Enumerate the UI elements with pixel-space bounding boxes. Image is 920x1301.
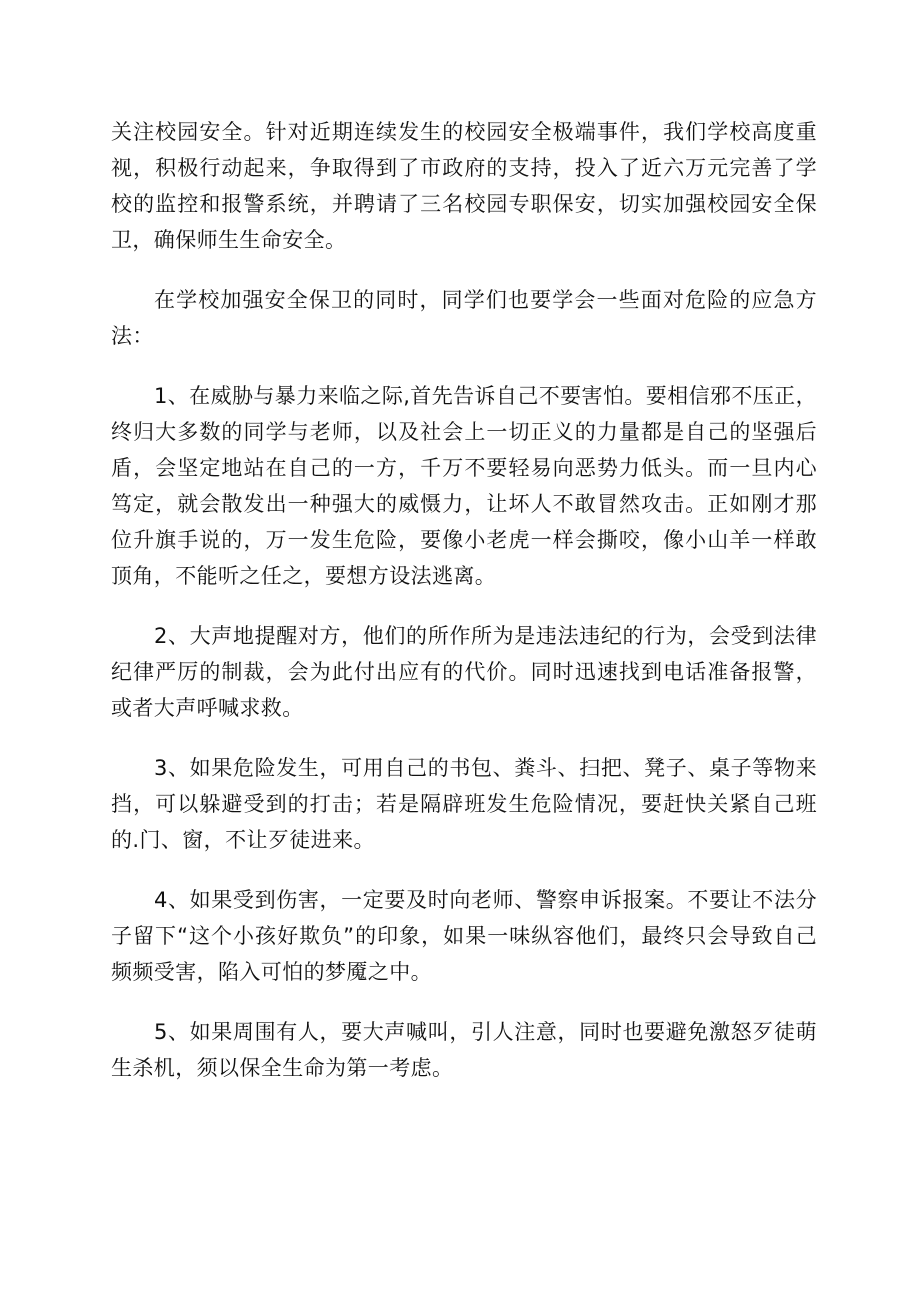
paragraph-lead-in: 在学校加强安全保卫的同时，同学们也要学会一些面对危险的应急方法： (111, 288, 817, 348)
document-body (111, 114, 817, 1110)
paragraph-item-1: 1、在威胁与暴力来临之际,首先告诉自己不要害怕。要相信邪不压正，终归大多数的同学与老师，以及社会上一切正义的力量都是自己的坚强后盾，会坚定地站在自己的一方，千万不要轻易向恶势力低头。而一旦内心笃定，就会散发出一种强大的威慑力，让坏人不敢冒然攻击。正如刚才那位升旗手说的，万一发生危险，要像小老虎一样会撕咬，像小山羊一样敢顶角，不能听之任之，要想方设法逃离。 (111, 384, 817, 588)
paragraph-item-3: 3、如果危险发生，可用自己的书包、粪斗、扫把、凳子、桌子等物来挡，可以躲避受到的打击；若是隔辟班发生危险情况，要赶快关紧自己班的.门、窗，不让歹徒进来。 (111, 756, 817, 852)
paragraph-item-5: 5、如果周围有人，要大声喊叫，引人注意，同时也要避免激怒歹徒萌生杀机，须以保全生命为第一考虑。 (111, 1020, 817, 1080)
paragraph-intro: 关注校园安全。针对近期连续发生的校园安全极端事件，我们学校高度重视，积极行动起来，争取得到了市政府的支持，投入了近六万元完善了学校的监控和报警系统，并聘请了三名校园专职保安，切实加强校园安全保卫，确保师生生命安全。 (111, 120, 817, 252)
paragraph-item-4: 4、如果受到伤害，一定要及时向老师、警察申诉报案。不要让不法分子留下“这个小孩好欺负”的印象，如果一味纵容他们，最终只会导致自己频频受害，陷入可怕的梦魇之中。 (111, 888, 817, 984)
paragraph-item-2: 2、大声地提醒对方，他们的所作所为是违法违纪的行为，会受到法律纪律严厉的制裁，会为此付出应有的代价。同时迅速找到电话准备报警，或者大声呼喊求救。 (111, 624, 817, 720)
